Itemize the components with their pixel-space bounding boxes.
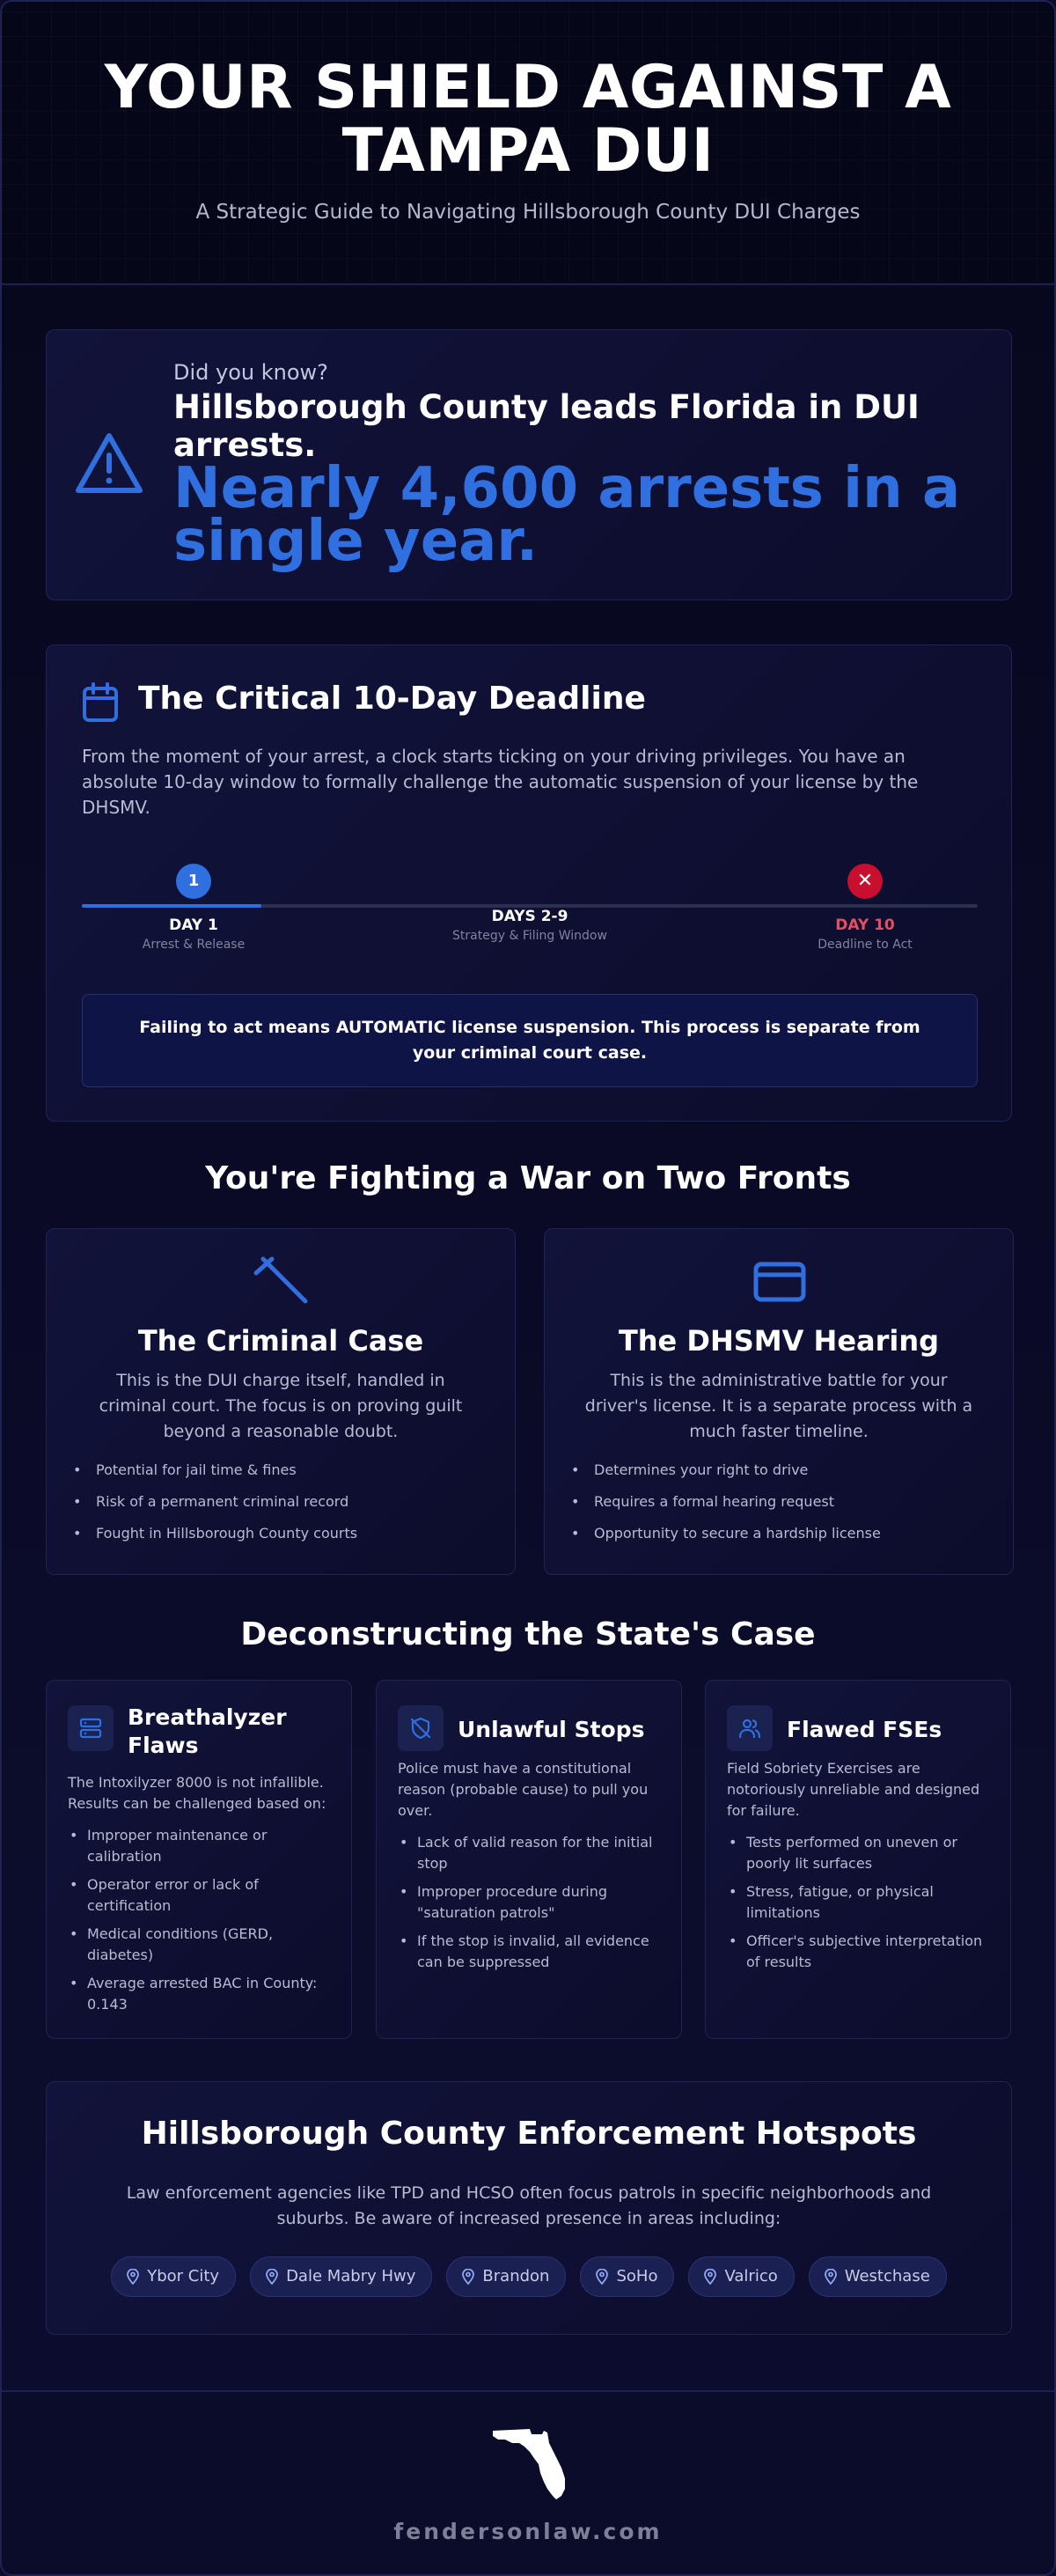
timeline-step-days2-9 (424, 908, 635, 943)
hotspot-chip (580, 2256, 674, 2297)
breathalyzer-flaws-card (46, 1680, 352, 2039)
hotspots-card (46, 2081, 1012, 2335)
map-pin-icon (126, 2269, 140, 2285)
hotspot-chip-label: Ybor City (147, 2267, 220, 2285)
list-item: • Tests performed on uneven or poorly lit surfaces (727, 1832, 994, 1874)
timeline-step-title: DAY 10 (835, 916, 895, 934)
page-title: YOUR SHIELD AGAINST A TAMPA DUI (104, 53, 952, 186)
criminal-case-card (46, 1228, 516, 1575)
footer (2, 2390, 1054, 2576)
license-card-icon (749, 1255, 810, 1308)
breathalyzer-flaws-list (68, 1825, 335, 2022)
hotspot-chip-label: Brandon (482, 2267, 550, 2285)
timeline-step-sub: Arrest & Release (142, 938, 246, 952)
hotspot-chip-label: Westchase (844, 2267, 930, 2285)
list-item: • Officer's subjective interpretation of results (727, 1931, 994, 1973)
stat-card (46, 329, 1012, 600)
stat-highlight: Nearly 4,600 arrests in a single year. (173, 456, 961, 574)
map-pin-icon (595, 2269, 609, 2285)
list-item: • Medical conditions (GERD, diabetes) (68, 1924, 335, 1966)
list-item: • Improper maintenance or calibration (68, 1825, 335, 1867)
unlawful-stops-description: Police must have a constitutional reason (probable cause) to pull you over. (398, 1760, 649, 1819)
criminal-case-description: This is the DUI charge itself, handled in criminal court. The focus is on proving guilt beyond a reasonable doubt. (99, 1371, 463, 1441)
timeline-step-day1 (88, 916, 299, 952)
dhsmv-hearing-title: The DHSMV Hearing (618, 1324, 940, 1358)
list-item: • Requires a formal hearing request (571, 1491, 995, 1523)
stat-lead: Hillsborough County leads Florida in DUI arrests. (173, 388, 920, 464)
breathalyzer-flaws-description: The Intoxilyzer 8000 is not infallible. Results can be challenged based on: (68, 1774, 326, 1812)
hotspot-chip (111, 2256, 236, 2297)
criminal-case-title: The Criminal Case (137, 1324, 424, 1358)
timeline-step-sub: Deadline to Act (818, 938, 913, 952)
flawed-fses-description: Field Sobriety Exercises are notoriously unreliable and designed for failure. (727, 1760, 980, 1819)
hotspot-chip-label: Valrico (724, 2267, 778, 2285)
header (2, 2, 1054, 285)
hotspots-title: Hillsborough County Enforcement Hotspots (141, 2116, 917, 2152)
hotspot-chip-label: SoHo (616, 2267, 658, 2285)
hotspots-description: Law enforcement agencies like TPD and HCSO often focus patrols in specific neighborhoods and suburbs. Be aware of increased presence in areas including: (126, 2183, 932, 2228)
timeline-progress (82, 904, 261, 908)
hotspot-chip-label: Dale Mabry Hwy (286, 2267, 416, 2285)
list-item: • Stress, fatigue, or physical limitations (727, 1881, 994, 1924)
deadline-card (46, 644, 1012, 1122)
map-pin-icon (824, 2269, 838, 2285)
shield-off-icon (398, 1705, 444, 1751)
map-pin-icon (461, 2269, 475, 2285)
unlawful-stops-list (398, 1832, 665, 1980)
timeline-step-day10 (759, 916, 971, 952)
list-item: • Fought in Hillsborough County courts (73, 1523, 497, 1555)
flawed-fses-list (727, 1832, 994, 1980)
users-icon (727, 1705, 773, 1751)
list-item: • Determines your right to drive (571, 1460, 995, 1491)
dhsmv-hearing-card (544, 1228, 1014, 1575)
hotspot-chip (688, 2256, 794, 2297)
dhsmv-hearing-description: This is the administrative battle for your driver's license. It is a separate process with a much faster timeline. (584, 1371, 973, 1441)
fronts-title: You're Fighting a War on Two Fronts (205, 1160, 851, 1196)
hotspot-chip (250, 2256, 432, 2297)
list-item: • Risk of a permanent criminal record (73, 1491, 497, 1523)
list-item: • Improper procedure during "saturation patrols" (398, 1881, 665, 1924)
timeline-marker-day1: 1 (176, 864, 211, 899)
list-item: • If the stop is invalid, all evidence can be suppressed (398, 1931, 665, 1973)
case-title: Deconstructing the State's Case (240, 1616, 816, 1652)
unlawful-stops-card (376, 1680, 682, 2039)
hotspot-chip (809, 2256, 947, 2297)
hotspot-chip (446, 2256, 566, 2297)
calendar-icon (82, 682, 119, 723)
breathalyzer-flaws-title: Breathalyzer Flaws (128, 1704, 287, 1758)
deadline-description: From the moment of your arrest, a clock starts ticking on your driving privileges. You have an absolute 10-day window to formally challenge the automatic suspension of your license by the DHSMV. (82, 746, 919, 818)
list-item: • Operator error or lack of certification (68, 1874, 335, 1917)
florida-map-icon (491, 2427, 568, 2503)
criminal-case-list (73, 1460, 497, 1555)
deadline-alert: Failing to act means AUTOMATIC license suspension. This process is separate from your criminal court case. (82, 994, 978, 1087)
list-item: • Lack of valid reason for the initial stop (398, 1832, 665, 1874)
list-item: • Opportunity to secure a hardship license (571, 1523, 995, 1555)
warning-triangle-icon (73, 431, 145, 496)
unlawful-stops-title: Unlawful Stops (458, 1717, 645, 1742)
hotspots-chip-list (47, 2256, 1011, 2297)
map-pin-icon (703, 2269, 717, 2285)
flawed-fses-title: Flawed FSEs (787, 1717, 942, 1742)
timeline-marker-day10: ✕ (847, 864, 883, 899)
timeline-step-title: DAY 1 (169, 916, 218, 934)
list-item: • Average arrested BAC in County: 0.143 (68, 1973, 335, 2015)
server-icon (68, 1705, 114, 1751)
timeline-step-sub: Strategy & Filing Window (452, 929, 607, 943)
timeline-step-title: DAYS 2-9 (491, 908, 568, 925)
page-subtitle: A Strategic Guide to Navigating Hillsborough County DUI Charges (195, 201, 861, 224)
gavel-icon (251, 1255, 312, 1308)
dhsmv-hearing-list (571, 1460, 995, 1555)
stat-kicker: Did you know? (173, 360, 328, 385)
list-item: • Potential for jail time & fines (73, 1460, 497, 1491)
map-pin-icon (265, 2269, 279, 2285)
deadline-title: The Critical 10-Day Deadline (138, 681, 646, 717)
flawed-fses-card (705, 1680, 1011, 2039)
footer-url: fendersonlaw.com (393, 2519, 663, 2544)
